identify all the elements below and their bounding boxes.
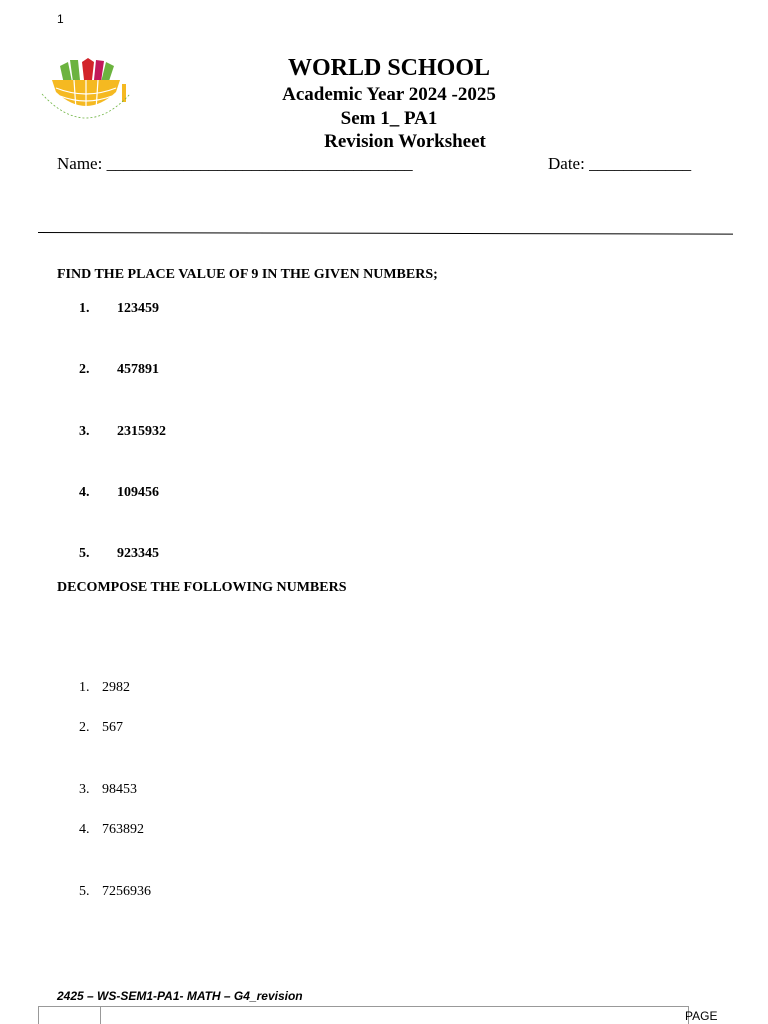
item-number: 2. <box>79 362 90 377</box>
item-number: 3. <box>79 782 90 797</box>
item-value: 457891 <box>117 362 159 377</box>
item-number: 5. <box>79 546 90 561</box>
footer-page-label: PAGE <box>685 1009 718 1023</box>
item-number: 1. <box>79 680 90 695</box>
school-name: WORLD SCHOOL <box>287 55 491 81</box>
item-value: 567 <box>102 720 123 735</box>
item-value: 763892 <box>102 822 144 837</box>
footer-table-divider <box>100 1006 101 1024</box>
header-divider <box>38 232 733 235</box>
item-number: 5. <box>79 884 90 899</box>
name-field[interactable]: Name: ____________________________________ <box>57 154 413 173</box>
page-number: 1 <box>57 12 64 26</box>
date-field[interactable]: Date: ____________ <box>548 154 692 173</box>
item-number: 4. <box>79 822 90 837</box>
item-number: 1. <box>79 301 90 316</box>
item-number: 2. <box>79 720 90 735</box>
footer-text: 2425 – WS-SEM1-PA1- MATH – G4_revision <box>57 989 303 1003</box>
item-number: 4. <box>79 485 90 500</box>
worksheet-title: Revision Worksheet <box>324 131 486 152</box>
section2-heading: DECOMPOSE THE FOLLOWING NUMBERS <box>57 580 347 595</box>
item-value: 109456 <box>117 485 159 500</box>
item-value: 2315932 <box>117 424 166 439</box>
academic-year: Academic Year 2024 -2025 <box>282 84 496 105</box>
item-value: 98453 <box>102 782 137 797</box>
section1-heading: FIND THE PLACE VALUE OF 9 IN THE GIVEN NUMBERS; <box>57 267 438 282</box>
semester: Sem 1_ PA1 <box>340 108 438 129</box>
item-value: 123459 <box>117 301 159 316</box>
item-value: 2982 <box>102 680 130 695</box>
footer-table <box>38 1006 689 1024</box>
item-value: 923345 <box>117 546 159 561</box>
item-number: 3. <box>79 424 90 439</box>
item-value: 7256936 <box>102 884 151 899</box>
